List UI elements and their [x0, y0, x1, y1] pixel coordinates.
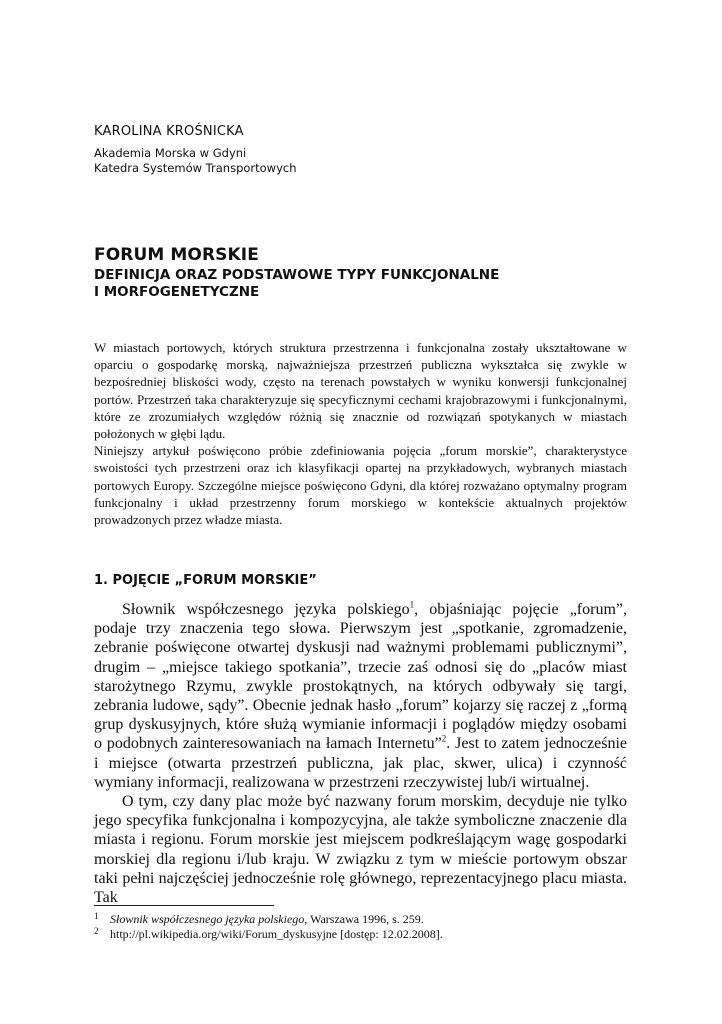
body-text-span: Słownik współczesnego języka polskiego: [122, 601, 410, 618]
body-paragraph: O tym, czy dany plac może być nazwany forum morskim, decyduje nie tylko jego specyfika funkcjonalna i kompozycyjna, ale także symboliczne znaczenie dla miasta i regionu. Forum morskie jest miejscem podkreślającym wagę gospodarki morskiej dla regionu i/lub kraju. W związku z tym w mieście portowym obszar taki pełni najczęściej jednocześnie rolę głównego, reprezentacyjnego placu miasta. Tak: [94, 793, 627, 907]
footnote-title: Słownik współczesnego języka polskiego: [110, 912, 305, 926]
footnote-ref: 2: [441, 734, 447, 745]
abstract-paragraph: W miastach portowych, których struktura przestrzenna i funkcjonalna zostały ukształtowane w oparciu o gospodarkę morską, najważniejsza przestrzeń publiczna wykształca się zwykle w bezpośredniej bliskości wody, często na terenach powstałych w wyniku konwersji funkcjonalnej portów. Przestrzeń taka charakteryzuje się specyficznymi cechami krajobrazowymi i funkcjonalnymi, które ze zrozumiałych względów różnią się znacznie od rozwiązań spotykanych w miastach położonych w głębi lądu.: [94, 340, 627, 442]
article-subtitle: [94, 267, 654, 301]
affiliation-institution: Akademia Morska w Gdyni: [94, 146, 247, 160]
footnote-link[interactable]: http://pl.wikipedia.org/wiki/Forum_dyskusyjne [dostęp: 12.02.2008].: [110, 926, 443, 941]
footnote-ref: 1: [409, 599, 415, 610]
body-text-span: . Jest to zatem jednocześnie i miejsce (otwarta przestrzeń publiczna, jak plac, skwer, ulica) i czynność wymiany informacji, realizowana w przestrzeni rzeczywistej lub/i wirtualnej.: [94, 735, 628, 791]
footnote-divider: [94, 905, 274, 906]
article-subtitle-line1: DEFINICJA ORAZ PODSTAWOWE TYPY FUNKCJONALNE: [94, 267, 500, 283]
affiliation: [94, 146, 297, 176]
abstract-paragraph: Niniejszy artykuł poświęcono próbie zdefiniowania pojęcia „forum morskie”, charakterystyce swoistości tych przestrzeni oraz ich klasyfikacji opartej na przykładowych, wybranych miastach portowych Europy. Szczególne miejsce poświęcono Gdyni, dla której rozważano optymalny program funkcjonalny i układ przestrzenny forum morskiego w kontekście aktualnych projektów prowadzonych przez władze miasta.: [94, 443, 627, 528]
footnote-rest: , Warszawa 1996, s. 259.: [304, 912, 424, 926]
footnotes: [94, 912, 627, 941]
abstract: [94, 339, 627, 528]
body-paragraph: [94, 600, 627, 792]
author-name: KAROLINA KROŚNICKA: [94, 124, 244, 139]
footnote-number: 2: [94, 925, 99, 936]
article-title: FORUM MORSKIE: [94, 245, 259, 265]
body-text-span: , objaśniając pojęcie „forum”, podaje trzy znaczenia tego słowa. Pierwszym jest „spotkanie, zgromadzenie, zebranie poświęcone otwartej dyskusji nad ważnymi problemami publicznymi”, drugim – „miejsce takiego spotkania”, trzecie zaś odnosi się do „placów miast starożytnego Rzymu, zwykle prostokątnych, na których odbywały się targi, zebrania ludowe, sądy”. Obecnie jednak hasło „forum” kojarzy się raczej z „formą grup dyskusyjnych, które służą wymianie informacji i poglądów między osobami o podobnych zainteresowaniach na łamach Internetu”: [94, 601, 628, 753]
footnote: [94, 927, 627, 942]
footnote-text: [110, 912, 424, 927]
footnote-text: [110, 927, 443, 942]
footnote: [94, 912, 627, 927]
body-text: [94, 600, 627, 907]
article-subtitle-line2: I MORFOGENETYCZNE: [94, 284, 260, 300]
section-heading: 1. POJĘCIE „FORUM MORSKIE”: [94, 573, 317, 588]
affiliation-department: Katedra Systemów Transportowych: [94, 161, 297, 175]
footnote-number: 1: [94, 911, 99, 921]
